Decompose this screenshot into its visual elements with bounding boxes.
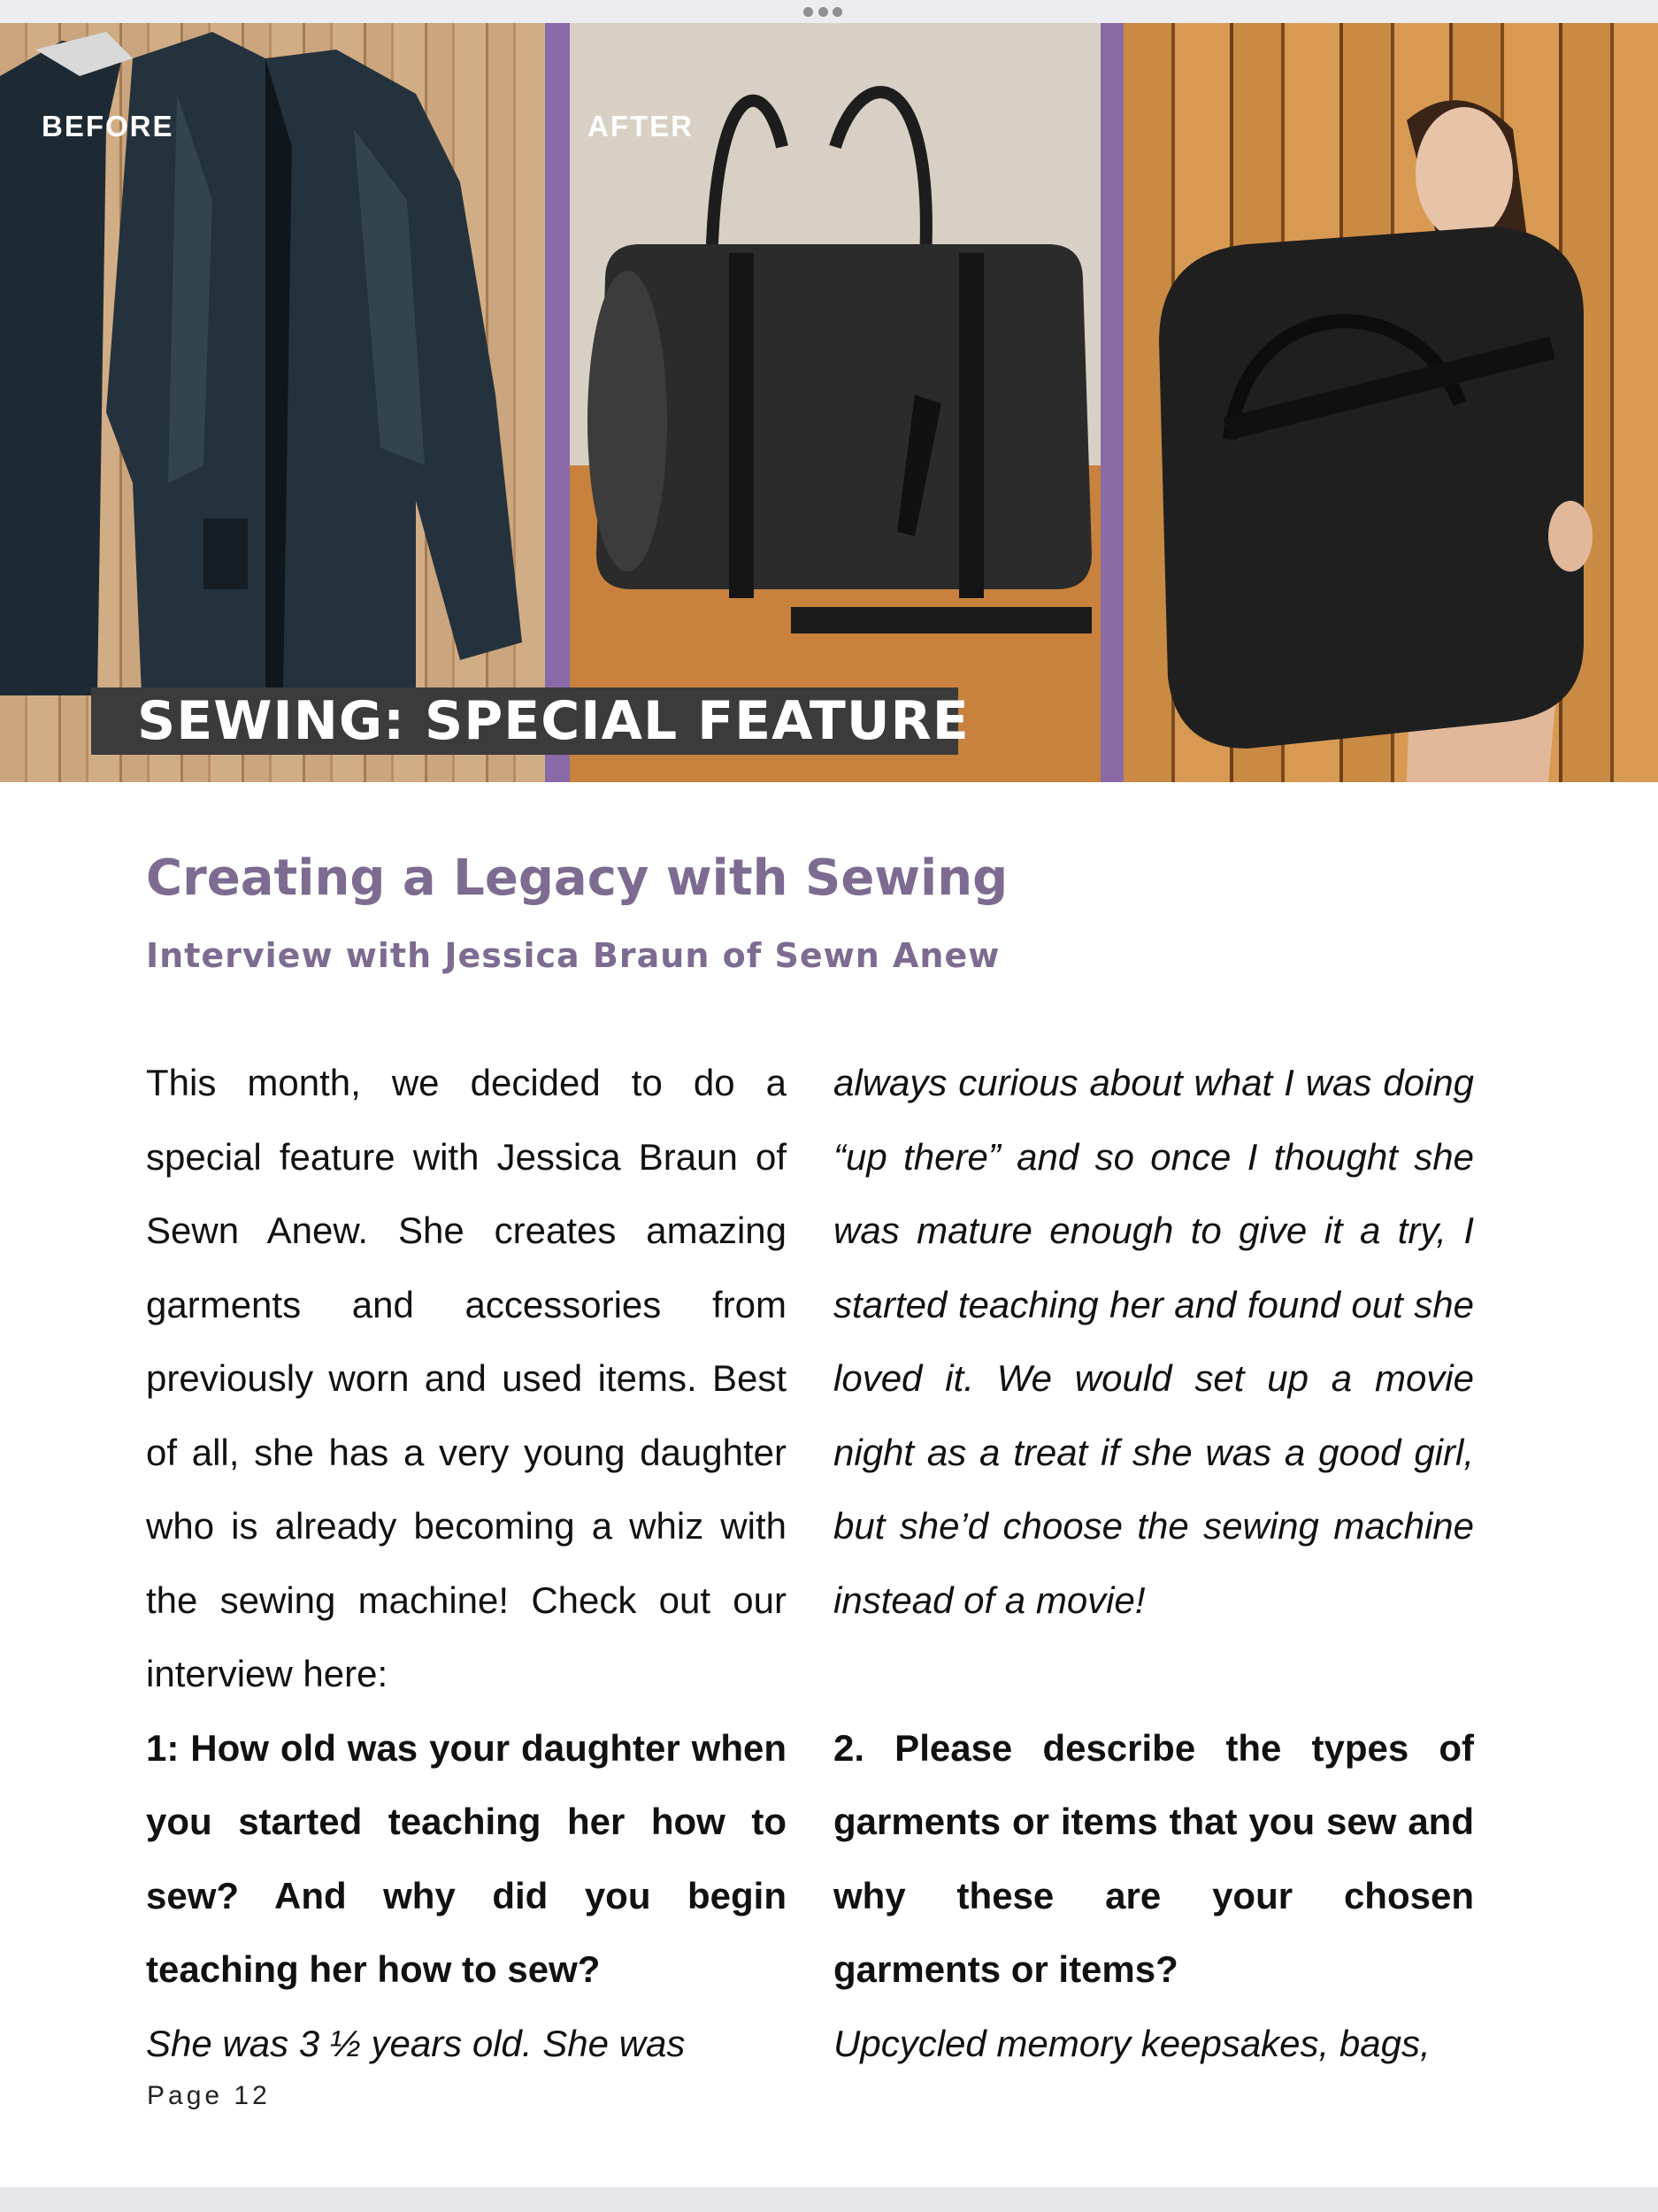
answer-1-start: She was 3 ½ years old. She was xyxy=(146,2022,686,2064)
more-options-handle[interactable] xyxy=(803,5,842,18)
grabber-dot xyxy=(803,7,813,17)
woman-holding-bag-image xyxy=(1124,23,1658,782)
right-column xyxy=(833,1046,1474,2080)
article-title: Creating a Legacy with Sewing xyxy=(146,849,1009,907)
left-column xyxy=(146,1046,787,2080)
after-photo xyxy=(570,23,1101,782)
grabber-dot xyxy=(833,7,842,17)
feature-banner xyxy=(91,687,970,755)
model-with-bag-photo xyxy=(1124,23,1658,782)
after-label: AFTER xyxy=(587,110,694,142)
top-bar xyxy=(0,0,1658,23)
question-2: 2. Please describe the types of garments or items that you sew and why these are your chosen garments or items? xyxy=(833,1726,1474,1990)
feature-photo-strip xyxy=(0,23,1658,782)
intro-paragraph: This month, we decided to do a special feature with Jessica Braun of Sewn Anew. She creates amazing garments and accessories from previously worn and used items. Best of all, she has a very young daughter who is already becoming a whiz with the sewing machine! Check out our interview here: xyxy=(146,1062,787,1694)
article-subtitle: Interview with Jessica Braun of Sewn Anew xyxy=(146,936,1001,975)
before-photo xyxy=(0,23,545,782)
bottom-bar xyxy=(0,2187,1658,2212)
page-number: Page 12 xyxy=(147,2081,271,2110)
banner-text: SEWING: SPECIAL FEATURE xyxy=(137,690,970,752)
grabber-dot xyxy=(818,7,828,17)
question-1: 1: How old was your daughter when you started teaching her how to sew? And why did you begin teaching her how to sew? xyxy=(146,1726,787,1990)
paragraph-spacer xyxy=(833,1637,1474,1711)
before-label: BEFORE xyxy=(42,110,174,142)
answer-2-start: Upcycled memory keepsakes, bags, xyxy=(833,2022,1431,2064)
answer-1-continued: always curious about what I was doing “up there” and so once I thought she was mature enough to give it a try, I started teaching her and found out she loved it. We would set up a movie night as a treat if she was a good girl, but she’d choose the sewing machine instead of a movie! xyxy=(833,1062,1474,1621)
magazine-page xyxy=(0,23,1658,2187)
